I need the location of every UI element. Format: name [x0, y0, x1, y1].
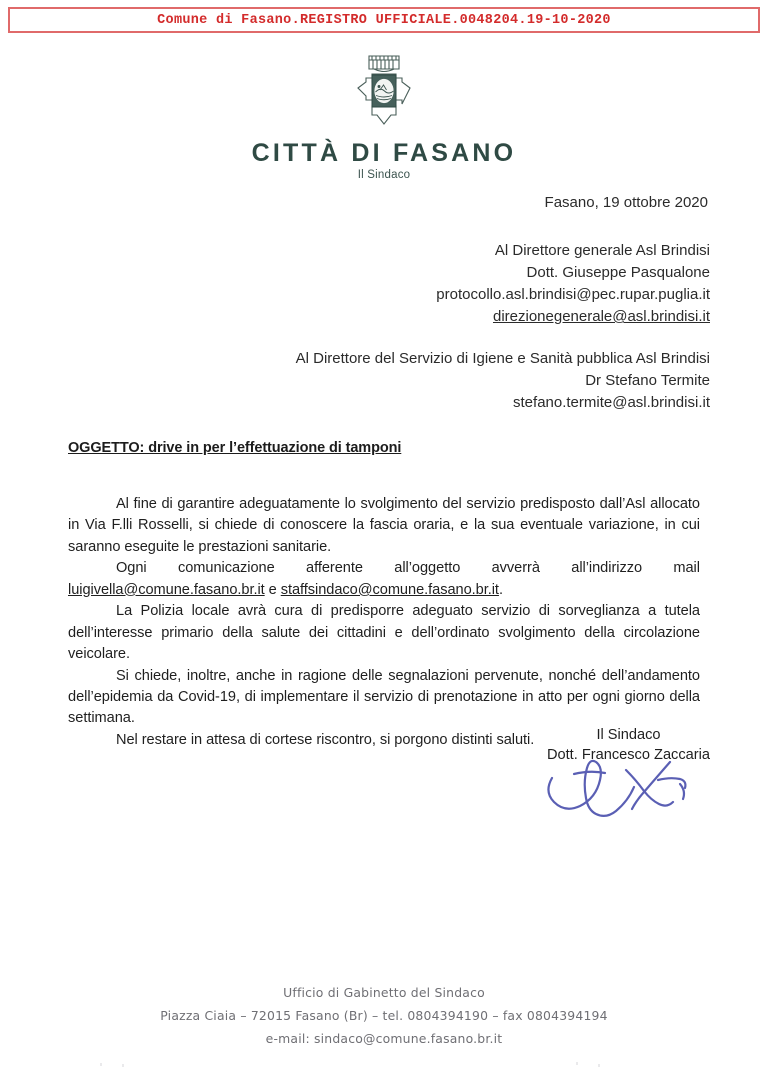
scan-artifact: [598, 1064, 600, 1067]
scan-artifact: [122, 1064, 124, 1067]
recipient-email: protocollo.asl.brindisi@pec.rupar.puglia.it: [436, 286, 710, 304]
page-subtitle: Il Sindaco: [357, 169, 411, 182]
word: afferente: [306, 560, 363, 577]
page-footer: [0, 982, 768, 1051]
word: all’indirizzo: [571, 560, 643, 577]
email-link-staffsindaco[interactable]: staffsindaco@comune.fasano.br.it: [280, 581, 499, 598]
recipient-email: stefano.termite@asl.brindisi.it: [513, 394, 710, 412]
body-paragraph-5: Nel restare in attesa di cortese riscontro, si porgono distinti saluti.: [116, 731, 535, 748]
coat-of-arms-fasano-icon: [346, 52, 422, 134]
word: mail: [673, 560, 700, 577]
body-paragraph-2-first-line: [68, 558, 700, 579]
footer-office: Ufficio di Gabinetto del Sindaco: [283, 985, 485, 1000]
footer-address: Piazza Ciaia – 72015 Fasano (Br) – tel. 0804394190 – fax 0804394194: [160, 1007, 608, 1023]
period: .: [498, 581, 503, 598]
scan-artifact: [576, 1062, 578, 1065]
word: comunicazione: [177, 560, 275, 577]
recipient-line: Dott. Giuseppe Pasqualone: [526, 264, 710, 282]
scan-artifact: [100, 1063, 102, 1066]
recipient-line: Al Direttore generale Asl Brindisi: [494, 242, 710, 259]
body-paragraph-3: La Polizia locale avrà cura di predisporre adeguato servizio di sorveglianza a tutela dell’interesse primario della salute dei cittadini e dell’ordinato svolgimento della circolazione veicolare.: [68, 603, 700, 663]
letterhead: [0, 52, 768, 181]
body-paragraph-2-second-line: [68, 580, 700, 601]
word: avverrà: [491, 560, 540, 577]
recipient-block-1: [0, 240, 710, 328]
signature-block: [547, 726, 710, 765]
body-paragraph-1: Al fine di garantire adeguatamente lo svolgimento del servizio predisposto dall’Asl allocato in Via F.lli Rosselli, si chiede di conoscere la fascia oraria, e la sua eventuale variazione, in cui saranno eseguite le prestazioni sanitarie.: [68, 496, 700, 555]
signature-name: Dott. Francesco Zaccaria: [546, 746, 710, 763]
protocol-stamp-text: Comune di Fasano.REGISTRO UFFICIALE.0048204.19-10-2020: [157, 12, 611, 28]
page-title: CITTÀ DI FASANO: [251, 139, 517, 167]
letter-body: [68, 494, 700, 751]
recipient-section: [0, 240, 768, 414]
body-paragraph-2: [68, 558, 700, 601]
recipient-line: Al Direttore del Servizio di Igiene e Sanità pubblica Asl Brindisi: [295, 350, 710, 368]
signature-role: Il Sindaco: [596, 727, 661, 743]
email-link-luigivella[interactable]: luigivella@comune.fasano.br.it: [68, 581, 265, 598]
date-line: Fasano, 19 ottobre 2020: [544, 194, 708, 211]
body-paragraph-4: Si chiede, inoltre, anche in ragione delle segnalazioni pervenute, nonché dell’andamento dell’epidemia da Covid-19, di implementare il servizio di prenotazione in atto per ogni giorno della settimana.: [68, 667, 700, 727]
word: Ogni: [116, 560, 147, 577]
footer-email: e-mail: sindaco@comune.fasano.br.it: [265, 1030, 503, 1046]
word: all’oggetto: [394, 560, 461, 577]
recipient-email-link[interactable]: direzionegenerale@asl.brindisi.it: [492, 308, 710, 326]
subject-line: OGGETTO: drive in per l’effettuazione di tamponi: [68, 440, 402, 456]
protocol-stamp-box: [8, 7, 760, 33]
recipient-line: Dr Stefano Termite: [585, 372, 710, 390]
conjunction: e: [264, 581, 281, 598]
recipient-block-2: [0, 348, 710, 414]
